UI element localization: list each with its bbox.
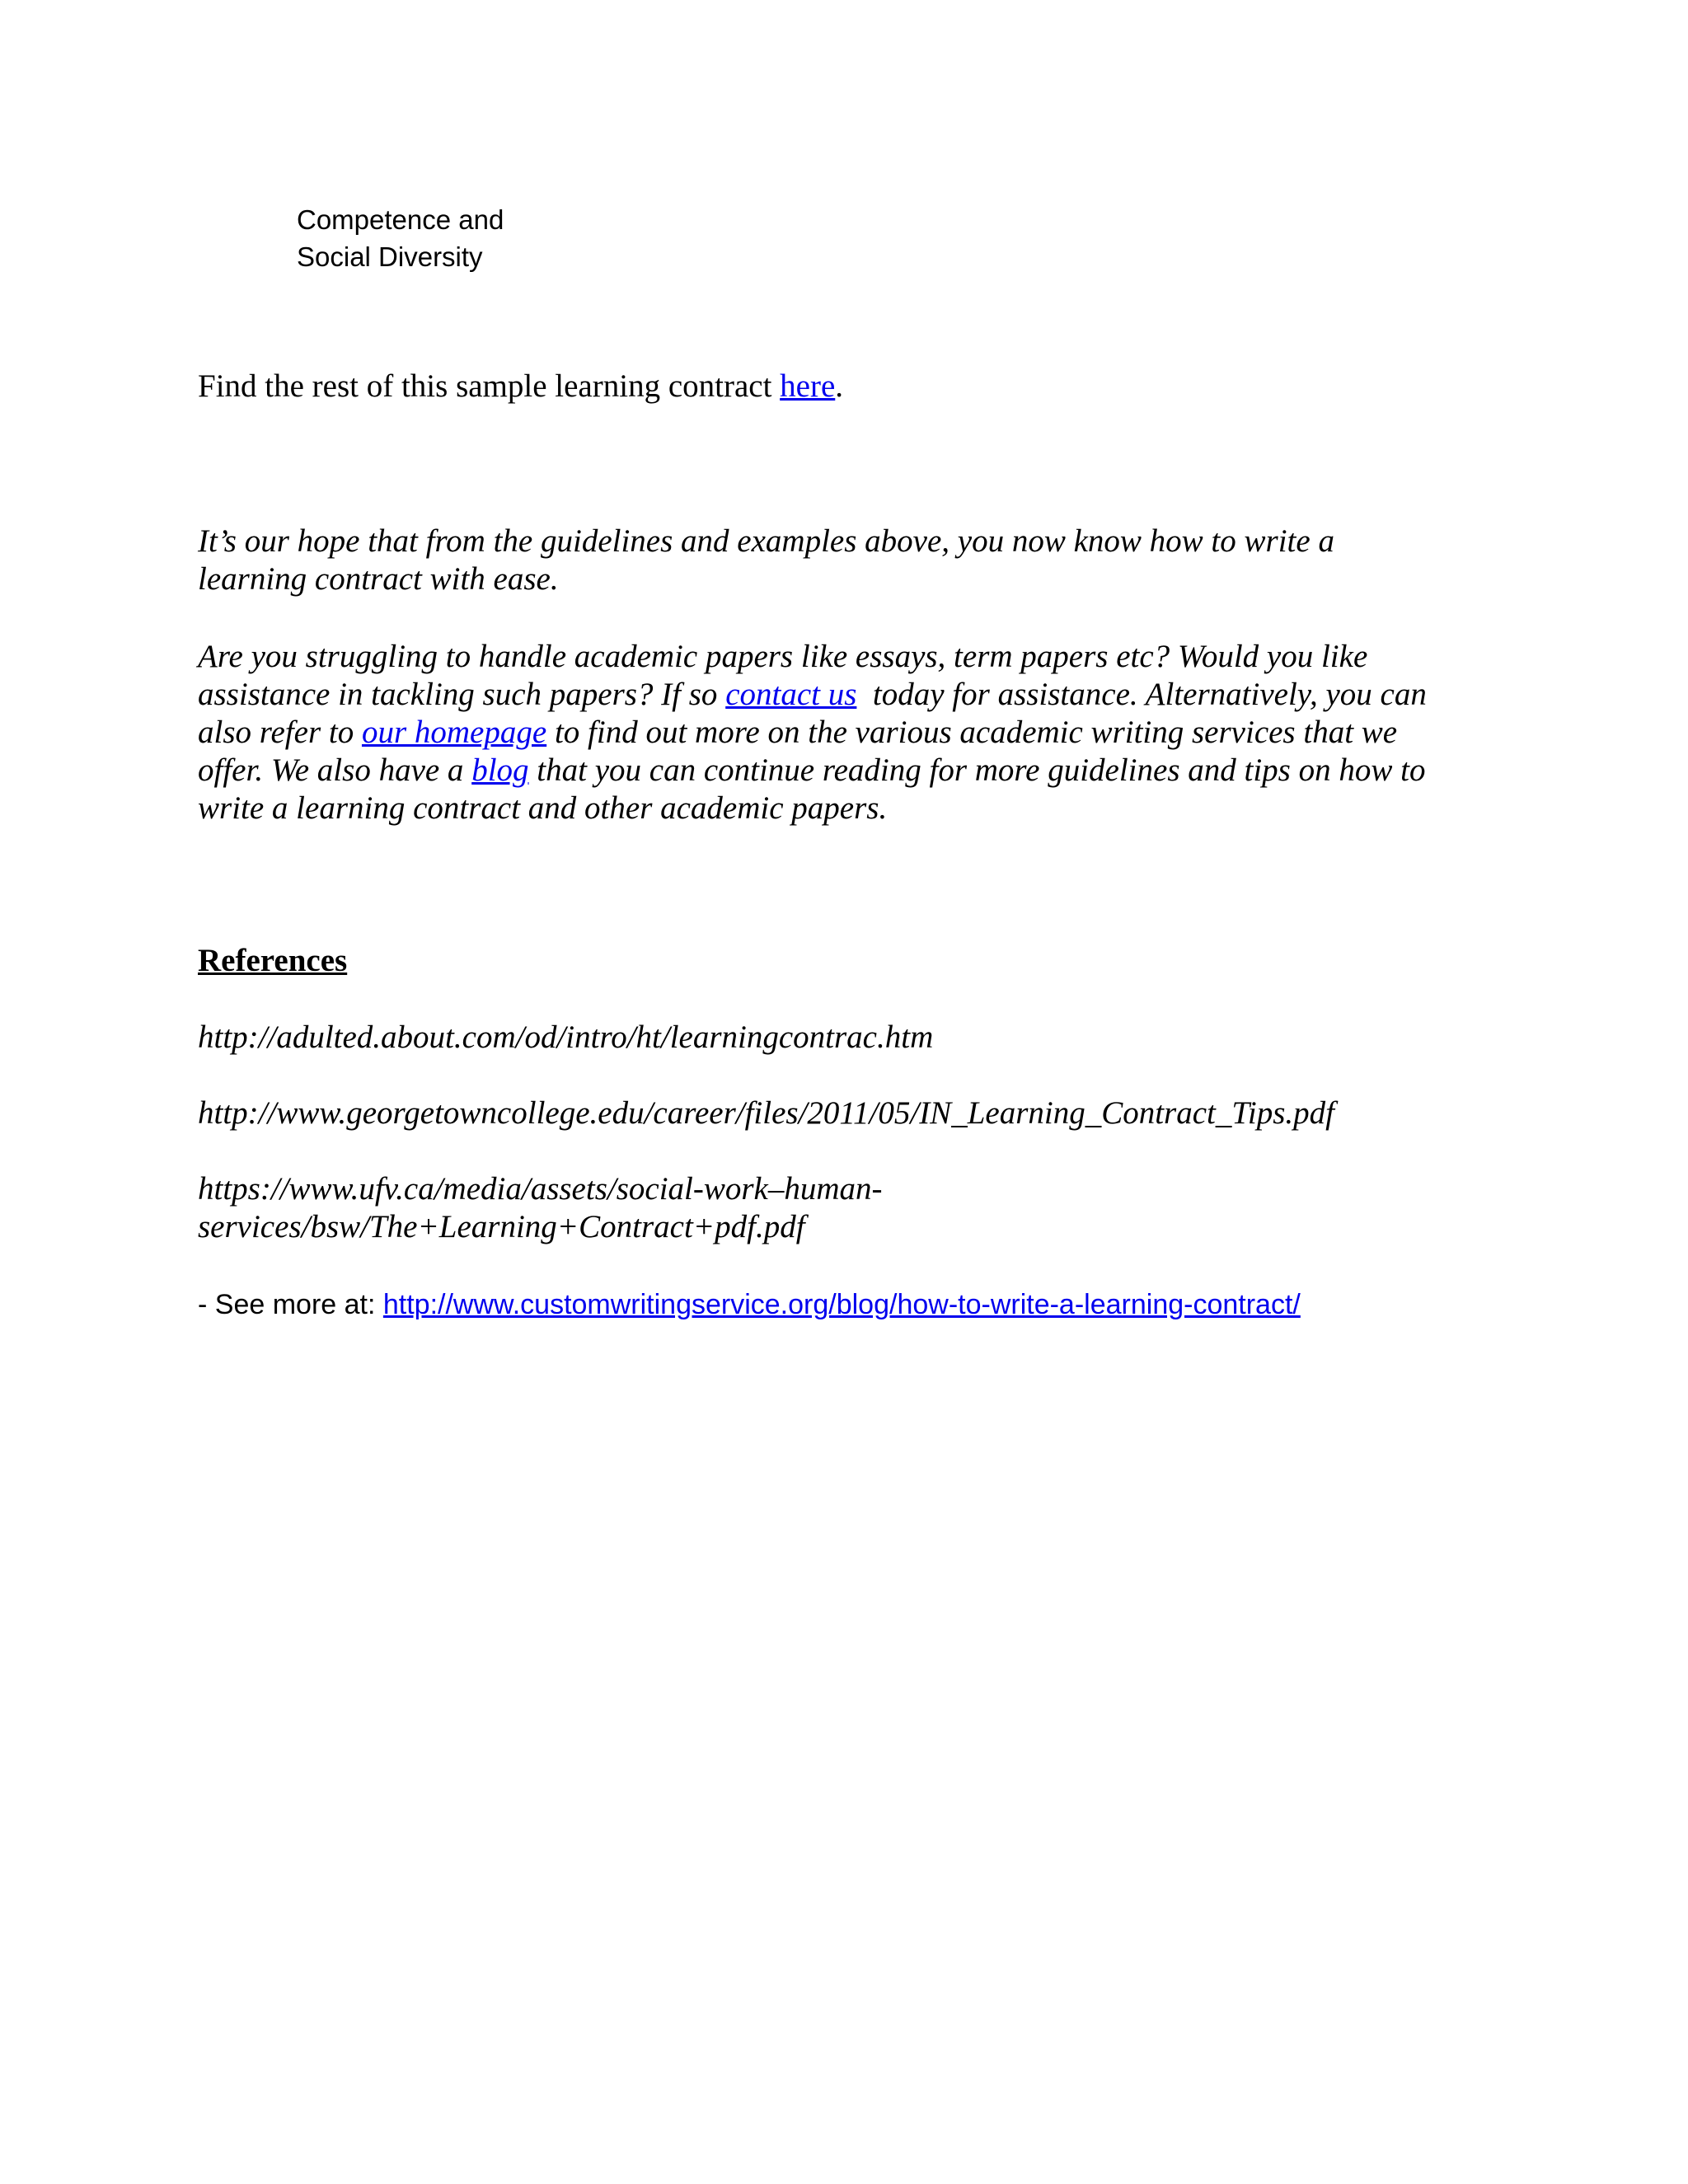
table-cell-line: Social Diversity (297, 241, 483, 272)
paragraph-line: It’s our hope that from the guidelines and examples above, you now know how to write a (198, 523, 1334, 559)
see-more-line (198, 1286, 1301, 1324)
reference-line: https://www.ufv.ca/media/assets/social-work–human- (198, 1171, 883, 1207)
contact-us-link[interactable]: contact us (725, 677, 857, 712)
reference-item: http://adulted.about.com/od/intro/ht/learningcontrac.htm (198, 1019, 934, 1055)
find-rest-period: . (835, 368, 844, 404)
blog-link[interactable]: blog (471, 752, 529, 788)
reference-line: services/bsw/The+Learning+Contract+pdf.pdf (198, 1209, 805, 1244)
homepage-link[interactable]: our homepage (361, 715, 547, 750)
here-link[interactable]: here (780, 368, 836, 404)
hope-paragraph (198, 523, 1484, 598)
paragraph-text: that you can continue reading for more guidelines and tips on how to (528, 752, 1426, 788)
find-rest-text: Find the rest of this sample learning contract (198, 368, 781, 404)
paragraph-text: assistance in tackling such papers? If so (198, 677, 726, 712)
paragraph-text: offer. We also have a (198, 752, 472, 788)
paragraph-line: learning contract with ease. (198, 561, 559, 597)
paragraph-line: Are you struggling to handle academic papers like essays, term papers etc? Would you like (198, 639, 1368, 674)
reference-item: http://www.georgetowncollege.edu/career/files/2011/05/IN_Learning_Contract_Tips.pdf (198, 1095, 1335, 1131)
see-more-link[interactable]: http://www.customwritingservice.org/blog/how-to-write-a-learning-contract/ (382, 1289, 1301, 1320)
paragraph-line (198, 676, 1484, 714)
reference-item (198, 1170, 883, 1246)
paragraph-text: to find out more on the various academic writing services that we (546, 715, 1398, 750)
table-cell-line: Competence and (297, 204, 504, 235)
find-rest-paragraph (198, 368, 843, 405)
see-more-label: - See more at: (198, 1289, 383, 1320)
paragraph-text: also refer to (198, 715, 362, 750)
table-cell-text (297, 201, 504, 275)
paragraph-line: write a learning contract and other academic papers. (198, 790, 888, 826)
assistance-paragraph (198, 638, 1484, 827)
paragraph-text: today for assistance. Alternatively, you can (856, 677, 1427, 712)
paragraph-line (198, 752, 1484, 790)
paragraph-line (198, 714, 1484, 752)
references-heading: References (198, 943, 348, 978)
